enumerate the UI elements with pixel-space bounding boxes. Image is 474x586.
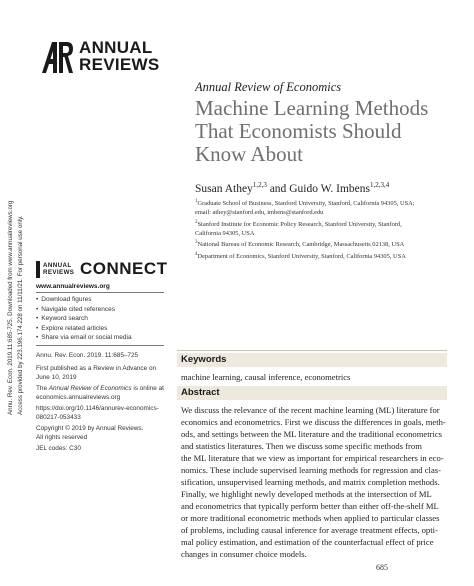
- abstract-heading-bar: [177, 386, 447, 400]
- annual-reviews-logo-icon: [40, 40, 74, 74]
- doi-line: https://doi.org/10.1146/annurev-economics-: [36, 405, 159, 412]
- authors: [195, 181, 389, 195]
- abstract-line: and statistics literatures. Then we discuss some specific methods from: [181, 441, 422, 451]
- doi-line: 080217-053433: [36, 413, 81, 421]
- logo-word-reviews: REVIEWS: [79, 55, 160, 74]
- connect-item-keyword-search: • Keyword search: [36, 314, 132, 324]
- connect-item-cited-references: • Navigate cited references: [36, 305, 132, 315]
- keywords-heading-bar: [177, 353, 447, 367]
- affiliation: [195, 251, 445, 262]
- online-info-journal: Annual Review of Economics: [48, 385, 132, 392]
- abstract-line: Finally, we highlight newly developed methods at the intersection of ML: [181, 489, 432, 499]
- connect-word: CONNECT: [80, 259, 168, 278]
- title-line: Know About: [195, 142, 303, 166]
- author-affil: 1,2,3: [252, 181, 267, 189]
- connect-item-share: • Share via email or social media: [36, 333, 132, 343]
- author-affil: 1,2,3,4: [370, 181, 390, 189]
- abstract-line: economics and econometrics. First we discuss the differences in goals, meth-: [181, 417, 446, 427]
- journal-name: Annual Review of Economics: [195, 80, 342, 94]
- abstract-line: changes in consumer choice models.: [181, 549, 307, 559]
- affiliation-line: Stanford Institute for Economic Policy Research, Stanford University, Stanford,: [197, 221, 402, 229]
- author-and: and: [269, 182, 287, 195]
- download-notice-line: Annu. Rev. Econ. 2019.11:685-725. Downloaded from www.annualreviews.org: [7, 200, 14, 415]
- doi-link[interactable]: [36, 405, 171, 422]
- connect-brand: [43, 262, 74, 277]
- abstract-line: and econometrics that typically perform better than either off-the-shelf ML: [181, 501, 439, 511]
- connect-item-download-figures: • Download figures: [36, 295, 132, 305]
- abstract-line: or more traditional econometric methods when applied to particular classes: [181, 513, 440, 523]
- annual-reviews-logo: [40, 40, 180, 76]
- affiliation-number: 3: [195, 240, 198, 245]
- affiliation-number: 1: [195, 199, 198, 204]
- affiliation: [195, 219, 445, 238]
- title-line: Machine Learning Methods: [195, 96, 429, 120]
- connect-url[interactable]: www.annualreviews.org: [36, 283, 110, 290]
- online-info: [36, 385, 171, 402]
- keywords-text: machine learning, causal inference, econometrics: [181, 372, 351, 382]
- copyright: [36, 425, 171, 442]
- abstract-line: of problems, including causal inference for average treatment effects, opti-: [181, 525, 438, 535]
- affiliation-line: Graduate School of Business, Stanford University, Stanford, California 94305, USA;: [197, 200, 415, 208]
- connect-brand-line: REVIEWS: [43, 269, 75, 277]
- logo-word-annual: ANNUAL: [79, 38, 153, 57]
- affiliation-line: Department of Economics, Stanford University, Stanford, California 94305, USA: [197, 253, 406, 261]
- citation-ref: Annu. Rev. Econ. 2019. 11:685–725: [36, 352, 139, 359]
- download-notice-line: Access provided by 223.196.174.228 on 11/11/21. For personal use only.: [17, 215, 24, 415]
- download-notice: [5, 175, 33, 415]
- title-line: That Economists Should: [195, 119, 402, 143]
- affiliation: [195, 239, 445, 250]
- abstract-heading: Abstract: [181, 387, 220, 398]
- abstract-line: ods, and settings between the ML literature and the traditional econometrics: [181, 429, 442, 439]
- connect-divider: [36, 345, 164, 346]
- page-number: 685: [376, 563, 388, 572]
- keywords-heading: Keywords: [181, 354, 227, 365]
- affiliation-line: National Bureau of Economic Research, Cambridge, Massachusetts 02138, USA: [197, 241, 405, 249]
- author-name: Susan Athey: [195, 182, 253, 195]
- affiliation-number: 2: [195, 220, 198, 225]
- first-published-line: First published as a Review in Advance on: [36, 365, 157, 372]
- online-url-link[interactable]: economics.annualreviews.org: [36, 393, 121, 401]
- keywords-rule: [177, 350, 447, 351]
- affiliation-line: California 94305, USA: [195, 229, 255, 237]
- abstract-line: mal policy estimation, and estimation of the counterfactual effect of price: [181, 537, 434, 547]
- author-name: Guido W. Imbens: [289, 182, 371, 195]
- abstract-line: the ML literature that we view as important for empirical researchers in eco-: [181, 453, 444, 463]
- connect-item-related-articles: • Explore related articles: [36, 324, 132, 334]
- connect-brand-line: ANNUAL: [43, 262, 72, 269]
- online-info-text: The: [36, 385, 48, 392]
- copyright-line: All rights reserved: [36, 433, 88, 441]
- affiliation-line: email: athey@stanford.edu, imbens@stanford.edu: [195, 208, 324, 216]
- article-title: [195, 97, 455, 166]
- abstract-line: sification, unsupervised learning methods, and matrix completion methods.: [181, 477, 440, 487]
- abstract-line: nomics. These include supervised learning methods for regression and clas-: [181, 465, 441, 475]
- abstract-text: [181, 404, 447, 560]
- online-info-text: is online at: [133, 385, 164, 392]
- connect-feature-list: [36, 295, 132, 343]
- connect-divider: [36, 292, 164, 293]
- jel-codes: JEL codes: C30: [36, 445, 81, 452]
- affiliation-number: 4: [195, 252, 198, 257]
- connect-bar-icon: [36, 261, 40, 278]
- copyright-line: Copyright © 2019 by Annual Reviews.: [36, 425, 144, 432]
- affiliation: [195, 198, 445, 217]
- first-published-line: June 10, 2019: [36, 373, 77, 381]
- abstract-line: We discuss the relevance of the recent machine learning (ML) literature for: [181, 405, 440, 415]
- first-published: [36, 365, 171, 382]
